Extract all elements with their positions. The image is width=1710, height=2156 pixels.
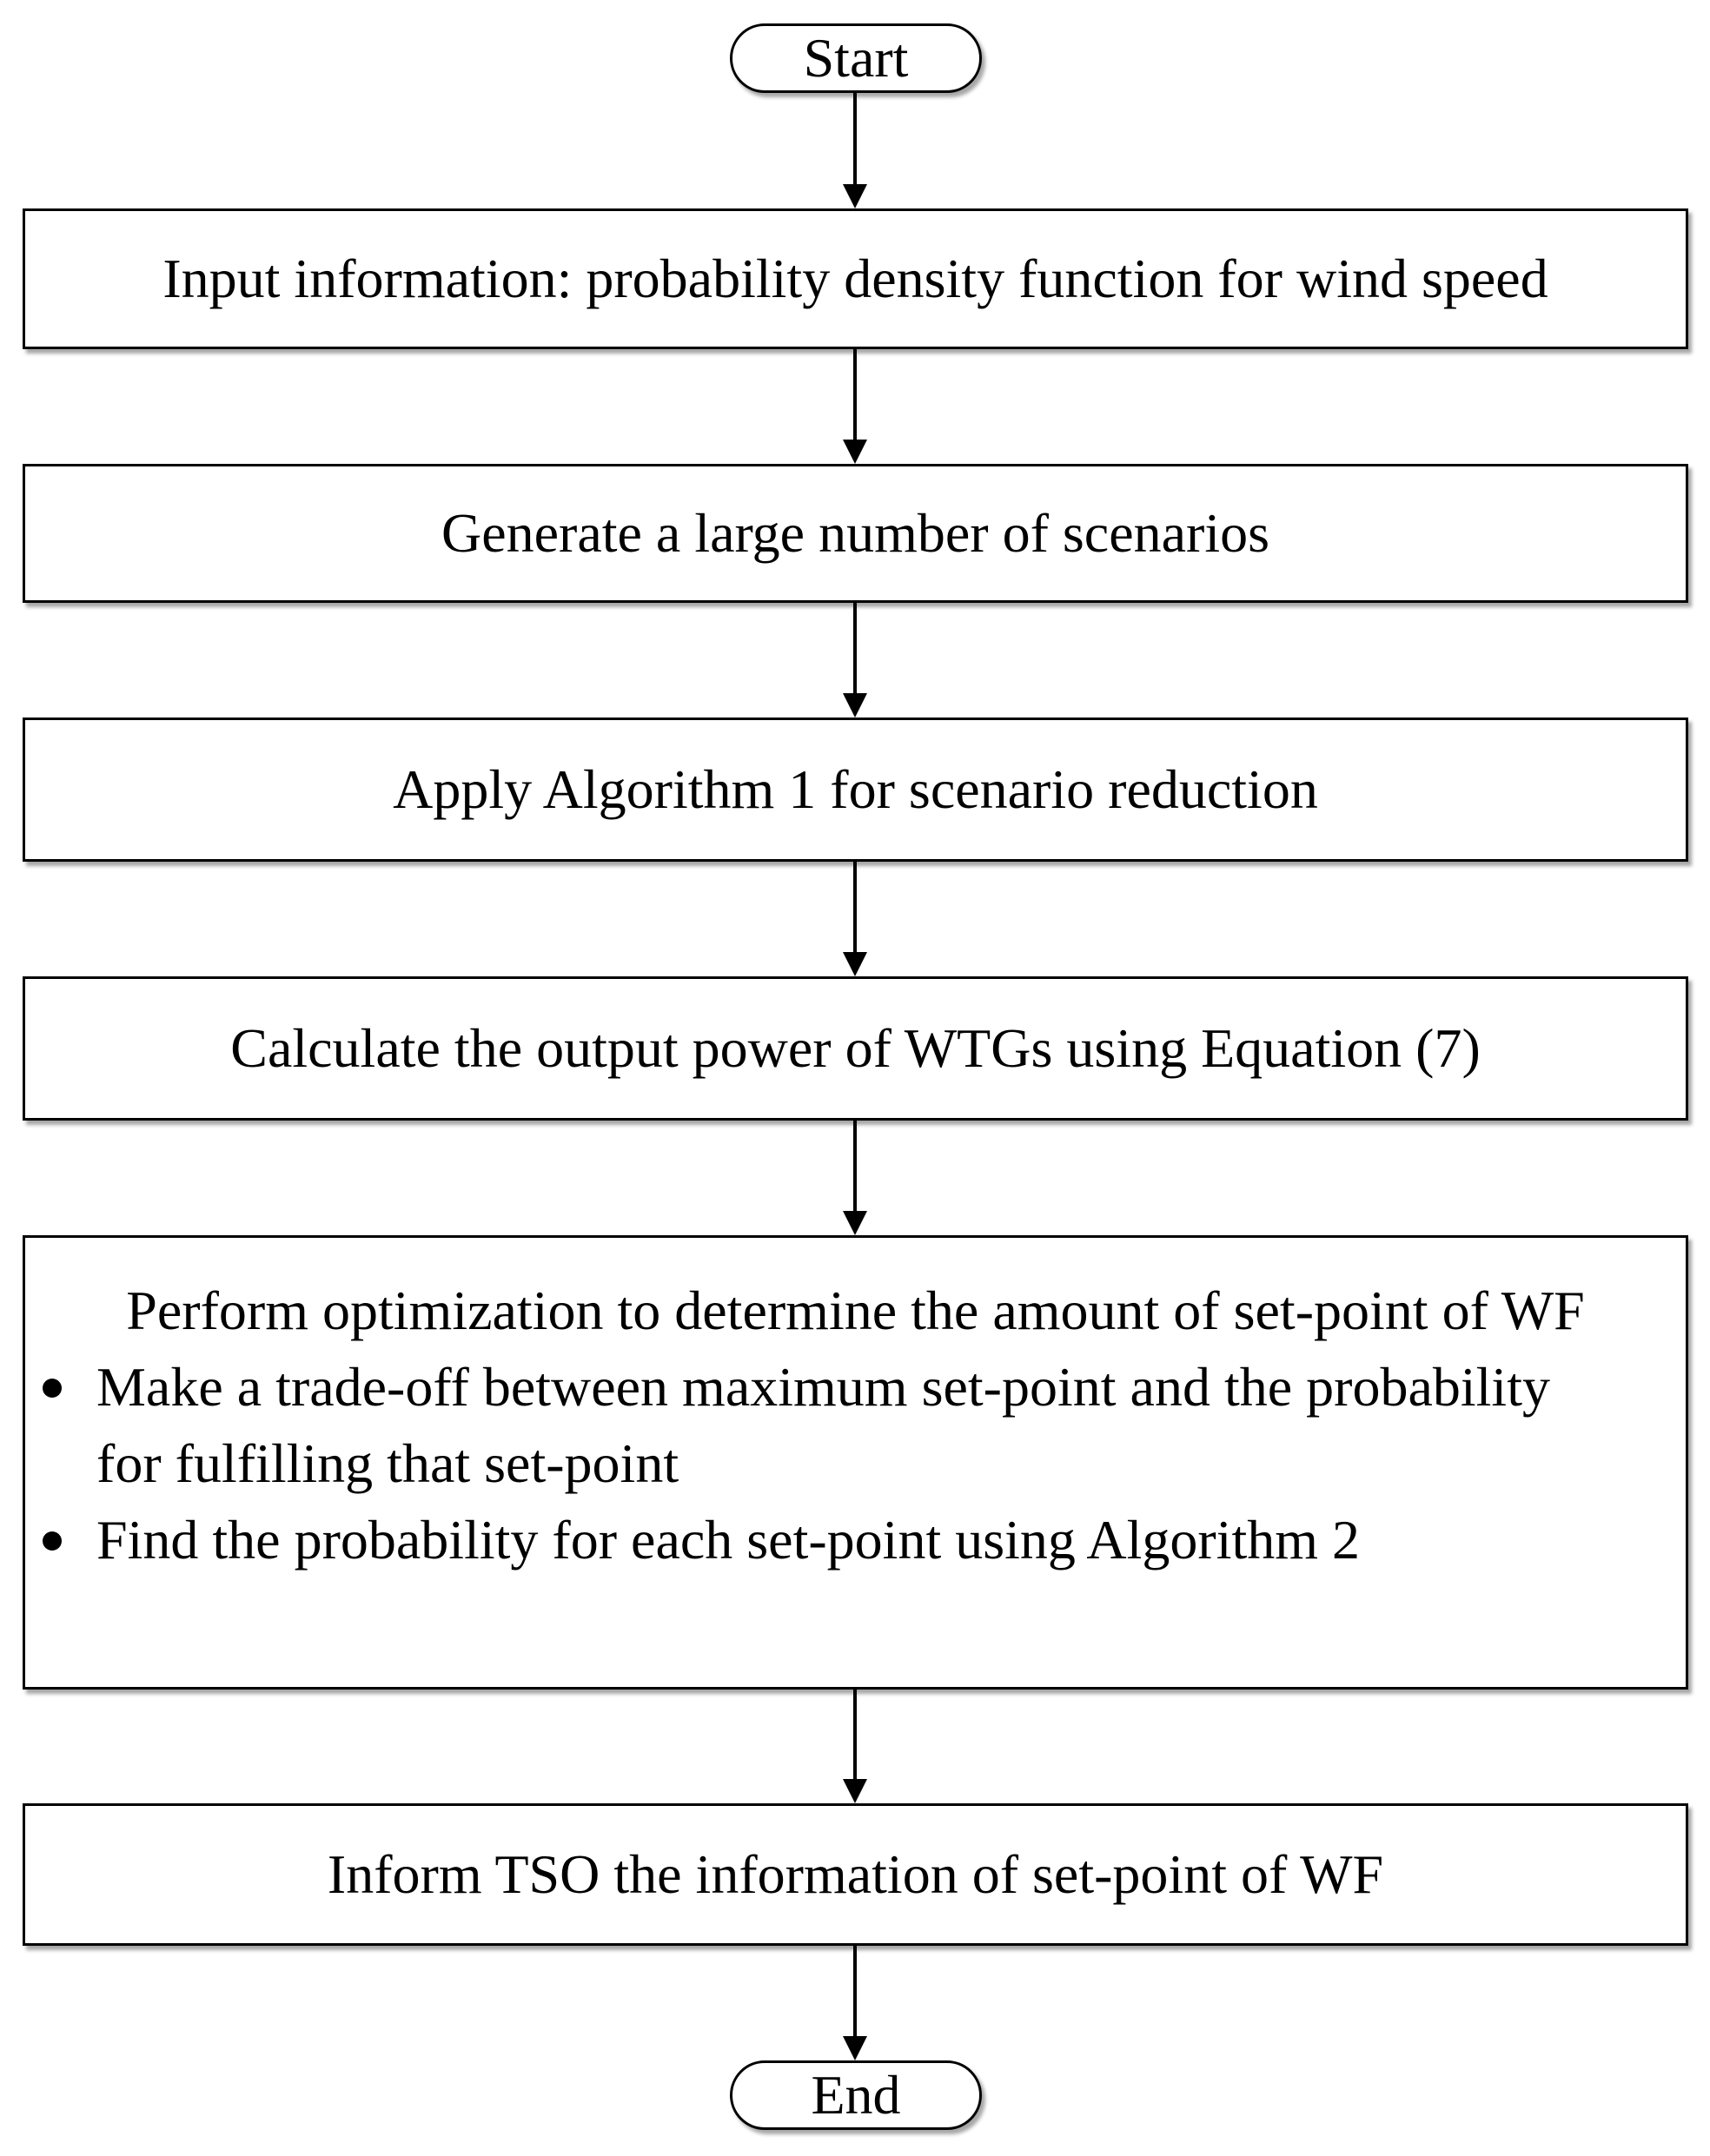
arrowhead-1	[843, 184, 867, 208]
step-scenario-reduction	[23, 718, 1688, 862]
step-optimization	[23, 1235, 1688, 1690]
arrowhead-2	[843, 440, 867, 464]
step-inform-tso	[23, 1803, 1688, 1946]
step-2-text: Generate a large number of scenarios	[441, 501, 1270, 564]
arrowhead-6	[843, 1779, 867, 1803]
start-terminal	[730, 23, 982, 93]
step-calculate-output-power	[23, 976, 1688, 1121]
arrowhead-3	[843, 693, 867, 718]
step-generate-scenarios	[23, 464, 1688, 603]
bullet-text: Make a trade-off between maximum set-point and the probability for fulfilling that set-point	[96, 1356, 1550, 1494]
step-input-information	[23, 208, 1688, 349]
start-label: Start	[803, 27, 909, 89]
step-3-text: Apply Algorithm 1 for scenario reduction	[393, 757, 1318, 820]
step-5-bullet-list	[30, 1349, 1607, 1578]
arrowhead-5	[843, 1211, 867, 1235]
bullet-item	[30, 1502, 1607, 1578]
end-terminal	[730, 2060, 982, 2130]
step-6-text: Inform TSO the information of set-point of WF	[327, 1842, 1384, 1905]
bullet-dot-icon	[43, 1379, 62, 1398]
bullet-item	[30, 1349, 1607, 1502]
bullet-dot-icon	[43, 1531, 62, 1551]
arrowhead-7	[843, 2036, 867, 2060]
bullet-text: Find the probability for each set-point using Algorithm 2	[96, 1509, 1361, 1571]
step-4-text: Calculate the output power of WTGs using Equation (7)	[230, 1016, 1481, 1079]
step-1-text: Input information: probability density function for wind speed	[162, 247, 1548, 309]
step-5-title: Perform optimization to determine the amount of set-point of WF	[126, 1280, 1585, 1341]
end-label: End	[811, 2064, 901, 2126]
arrowhead-4	[843, 952, 867, 976]
